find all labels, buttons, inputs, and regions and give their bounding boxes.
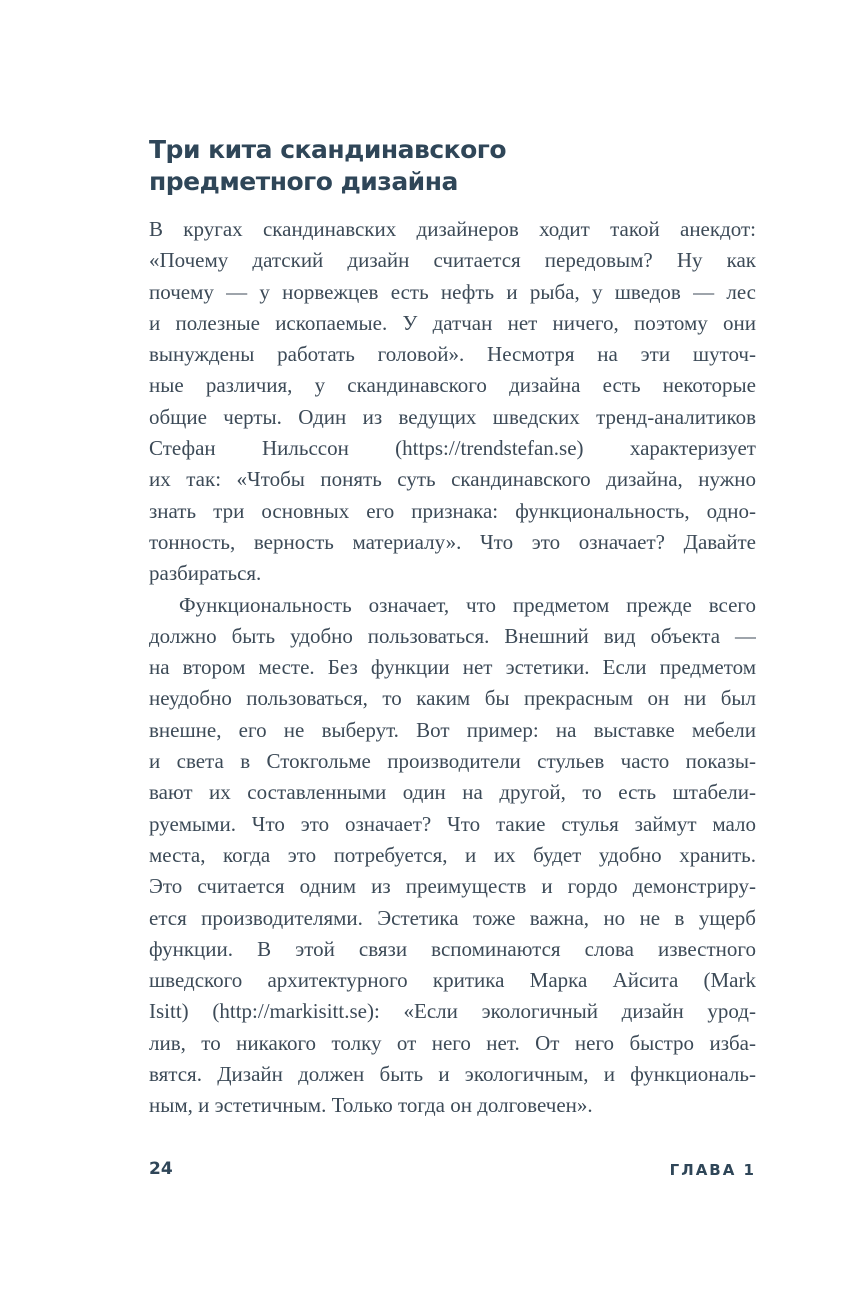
text-line: их так: «Чтобы понять суть скандинавского дизайна, нужно <box>149 467 756 492</box>
text-line: почему — у норвежцев есть нефть и рыба, у шведов — лес <box>149 279 756 304</box>
chapter-label: ГЛАВА 1 <box>669 1161 756 1179</box>
section-heading <box>149 134 769 198</box>
text-line: вятся. Дизайн должен быть и экологичным, и функциональ- <box>149 1062 756 1087</box>
text-line: на втором месте. Без функции нет эстетики. Если предметом <box>149 655 756 680</box>
text-line: внешне, его не выберут. Вот пример: на выставке мебели <box>149 717 756 742</box>
page-number: 24 <box>149 1159 173 1179</box>
text-line: и полезные ископаемые. У датчан нет ничего, поэтому они <box>149 310 756 335</box>
text-line: общие черты. Один из ведущих шведских тренд-аналитиков <box>149 404 756 429</box>
text-line: неудобно пользоваться, то каким бы прекрасным он ни был <box>149 686 756 711</box>
text-line: ным, и эстетичным. Только тогда он долговечен». <box>149 1093 593 1118</box>
text-line: функции. В этой связи вспоминаются слова известного <box>149 936 756 961</box>
text-line: В кругах скандинавских дизайнеров ходит такой анекдот: <box>149 217 756 241</box>
text-line: вают их составленными один на другой, то есть штабели- <box>149 780 756 805</box>
text-line: ные различия, у скандинавского дизайна есть некоторые <box>149 373 756 398</box>
body-text <box>149 214 756 1122</box>
text-line: Это считается одним из преимуществ и гордо демонстриру- <box>149 874 756 899</box>
text-line: ется производителями. Эстетика тоже важна, но не в ущерб <box>149 905 756 930</box>
text-line: руемыми. Что это означает? Что такие стулья займут мало <box>149 811 756 836</box>
text-line: знать три основных его признака: функциональность, одно- <box>149 498 756 523</box>
text-line: разбираться. <box>149 561 262 586</box>
heading-line-2: предметного дизайна <box>149 167 458 196</box>
text-line: тонность, верность материалу». Что это означает? Давайте <box>149 529 756 554</box>
heading-line-1: Три кита скандинавского <box>149 135 507 164</box>
text-line: и света в Стокгольме производители стульев часто показы- <box>149 749 756 774</box>
text-line: лив, то никакого толку от него нет. От него быстро изба- <box>149 1030 756 1055</box>
text-line: Isitt) (http://markisitt.se): «Если экологичный дизайн урод- <box>149 999 756 1024</box>
text-line: «Почему датский дизайн считается передовым? Ну как <box>149 248 756 273</box>
text-line: шведского архитектурного критика Марка Айсита (Mark <box>149 968 756 993</box>
text-line: Функциональность означает, что предметом прежде всего <box>179 592 756 617</box>
text-line: Стефан Нильссон (https://trendstefan.se) характеризует <box>149 436 756 461</box>
text-line: вынуждены работать головой». Несмотря на эти шуточ- <box>149 342 756 367</box>
text-line: должно быть удобно пользоваться. Внешний вид объекта — <box>149 623 756 648</box>
text-line: места, когда это потребуется, и их будет удобно хранить. <box>149 842 756 867</box>
